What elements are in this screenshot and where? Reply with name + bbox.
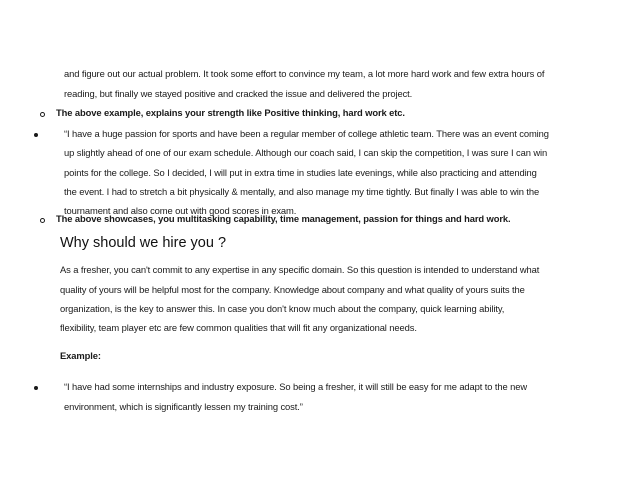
circle-bullet-icon: [40, 112, 45, 117]
intro-line: reading, but finally we stayed positive and cracked the issue and delivered the project.: [64, 88, 413, 99]
sub-point-multitasking: The above showcases, you multitasking capability, time management, passion for things and hard work.: [56, 213, 511, 224]
sub-point-strength: The above example, explains your strength like Positive thinking, hard work etc.: [56, 107, 405, 118]
bullet-line: “I have a huge passion for sports and have been a regular member of college athletic team. There was an event coming: [64, 128, 549, 139]
section-heading: Why should we hire you ?: [60, 235, 227, 251]
bullet-line: environment, which is significantly lessen my training cost.”: [64, 401, 303, 412]
paragraph-line: quality of yours will be helpful most for the company. Knowledge about company and what quality of yours suits the: [60, 284, 525, 295]
example-label: Example:: [60, 350, 101, 361]
bullet-icon: [34, 133, 38, 137]
circle-bullet-icon: [40, 218, 45, 223]
intro-line: and figure out our actual problem. It took some effort to convince my team, a lot more hard work and few extra hours of: [64, 68, 545, 79]
paragraph-line: organization, is the key to answer this. In case you don't know much about the company, quick learning ability,: [60, 303, 505, 314]
bullet-line: up slightly ahead of one of our exam schedule. Although our coach said, I can skip the competition, I was sure I can win: [64, 147, 548, 158]
bullet-line: the event. I had to stretch a bit physically & mentally, and also manage my time tightly. But finally I was able to win the: [64, 186, 540, 197]
bullet-line: “I have had some internships and industry exposure. So being a fresher, it will still be easy for me adapt to the new: [64, 381, 528, 392]
paragraph-line: As a fresher, you can't commit to any expertise in any specific domain. So this question is intended to understand what: [60, 264, 540, 275]
bullet-line: tournament and also come out with good scores in exam.: [64, 205, 297, 216]
paragraph-line: flexibility, team player etc are few common qualities that will fit any organizational needs.: [60, 322, 417, 333]
bullet-line: points for the college. So I decided, I will put in extra time in studies late evenings, while also practicing and attending: [64, 167, 537, 178]
bullet-icon: [34, 386, 38, 390]
